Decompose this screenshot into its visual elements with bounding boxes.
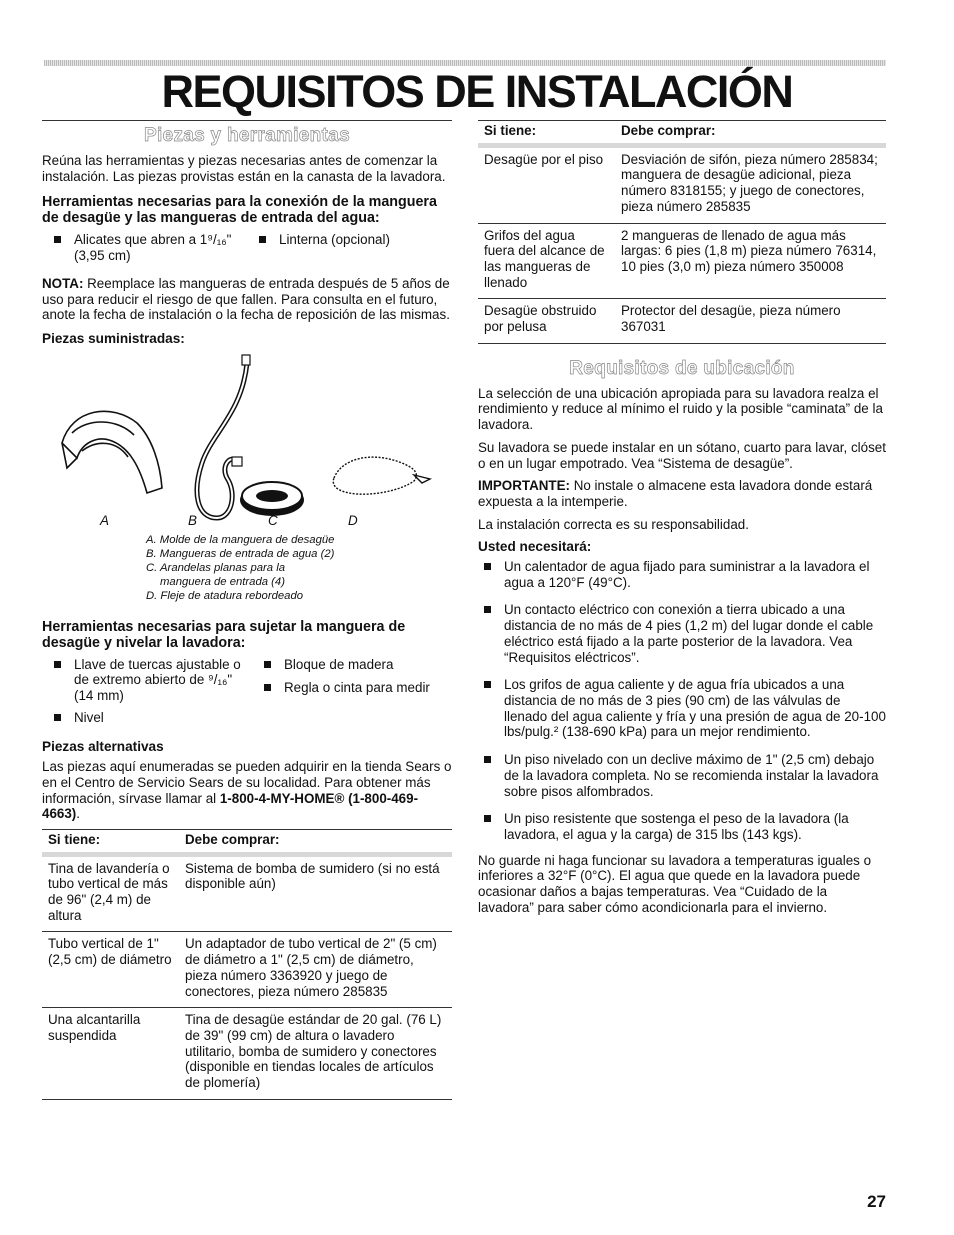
caption: A. Molde de la manguera de desagüe [146,533,335,546]
section-rule [42,120,452,121]
table-cell: Un adaptador de tubo vertical de 2" (5 cm) de diámetro a 1" (2,5 cm) de diámetro, pieza número 3363920 y juego de conectores, pieza número 285835 [179,932,452,1008]
part-letter-a: A [100,512,109,528]
tools-heading: Herramientas necesarias para la conexión de la manguera de desagüe y las mangueras de entrada del agua: [42,194,437,227]
table-header: Si tiene: [478,121,615,146]
part-letter-d: D [348,512,358,528]
caption: manguera de entrada (4) [160,575,285,588]
table-cell: Grifos del agua fuera del alcance de las mangueras de llenado [478,223,615,299]
part-letter-c: C [268,512,278,528]
table-cell: Sistema de bomba de sumidero (si no está disponible aún) [179,854,452,932]
list-item: Un calentador de agua fijado para suministrar a la lavadora el agua a 120°F (49°C). [478,559,886,590]
list-item: Los grifos de agua caliente y de agua fría ubicados a una distancia de no más de 3 pies (90 cm) de las válvulas de llenado del agua caliente y fría y una presión de agua de 20-100 lbs/pulg.² (138-690 kPa) para un mejor rendimiento. [478,677,886,740]
beaded-strap-illustration [333,457,430,494]
flat-washer-illustration [240,482,304,516]
drain-hose-form-illustration [62,411,162,493]
list-item: Llave de tuercas ajustable o de extremo abierto de ⁹/₁₆" (14 mm) [42,657,242,704]
list-item: Nivel [42,710,242,726]
table-row [478,223,886,299]
phone-number-alt: (1-800-469-4663) [42,790,419,822]
table-row [42,1008,452,1100]
paragraph: La instalación correcta es su responsabilidad. [478,516,749,532]
alt-text: Las piezas aquí enumeradas se pueden adquirir en la tienda Sears o en el Centro de Servicio Sears de su localidad. Para obtener más información, sírvase llamar al [42,759,452,806]
paragraph: Su lavadora se puede instalar en un sótano, cuarto para lavar, clóset o en un lugar empotrado. Vea “Sistema de desagüe”. [478,439,886,471]
table-cell: Tubo vertical de 1" (2,5 cm) de diámetro [42,932,179,1008]
left-column [42,120,452,1100]
table-cell: Tina de lavandería o tubo vertical de más de 96" (2,4 m) de altura [42,854,179,932]
part-letter-b: B [188,512,197,528]
important-label: IMPORTANTE: [478,478,570,494]
list-item: Un piso resistente que sostenga el peso de la lavadora (la lavadora, el agua y la carga) de 315 lbs (143 kgs). [478,811,886,842]
alternative-parts-paragraph [42,759,452,822]
note-label: NOTA: [42,275,84,291]
note-text: Reemplace las mangueras de entrada después de 5 años de uso para reducir el riesgo de que fallen. Para consulta en el futuro, anote la fecha de instalación o la fecha de reposición de las mismas. [42,275,450,323]
paragraph: La selección de una ubicación apropiada para su lavadora realza el rendimiento y reduce al mínimo el ruido y la posible “caminata” de la lavadora. [478,385,883,433]
paragraph: No guarde ni haga funcionar su lavadora a temperaturas iguales o inferiores a 32°F (0°C). El agua que quede en la lavadora puede ocasionar daños a bajas temperaturas. Vea “Cuidado de la lavadora” para saber cómo acondicionarla para el invierno. [478,852,872,915]
alternative-parts-table-continued [478,120,886,344]
table-cell: Protector del desagüe, pieza número 367031 [615,299,886,343]
phone-number: 1-800-4-MY-HOME® [219,790,345,806]
table-header: Debe comprar: [615,121,886,146]
alternative-parts-table [42,829,452,1100]
requirements-heading: Usted necesitará: [478,539,592,555]
tools2-heading: Herramientas necesarias para sujetar la manguera de desagüe y nivelar la lavadora: [42,618,406,651]
table-cell: Desviación de sifón, pieza número 285834; manguera de desagüe adicional, pieza número 8318155; y juego de conectores, pieza número 285835 [615,145,886,223]
table-row [478,145,886,223]
important-text: No instale o almacene esta lavadora donde estará expuesta a la intemperie. [478,478,873,509]
table-header: Debe comprar: [179,829,452,854]
tools2-list [42,657,452,732]
table-cell: 2 mangueras de llenado de agua más largas: 6 pies (1,8 m) pieza número 76314, 10 pies (3,0 m) pieza número 350008 [615,223,886,299]
caption: B. Mangueras de entrada de agua (2) [146,547,335,560]
caption: D. Fleje de atadura rebordeado [146,589,304,602]
intro-paragraph: Reúna las herramientas y piezas necesarias antes de comenzar la instalación. Las piezas provistas están en la canasta de la lavadora. [42,153,446,184]
table-cell: Desagüe por el piso [478,145,615,223]
page-number: 27 [867,1192,886,1211]
section-heading-parts-tools: Piezas y herramientas [144,125,350,146]
table-row [478,299,886,343]
alternative-parts-heading: Piezas alternativas [42,739,164,755]
parts-drawing [42,353,452,533]
table-cell: Una alcantarilla suspendida [42,1008,179,1100]
right-column [478,120,886,922]
list-item: Bloque de madera [252,657,452,673]
list-item: Alicates que abren a 1⁹/₁₆" (3,95 cm) [42,232,247,263]
parts-illustration [42,353,452,533]
table-row [42,854,452,932]
list-item: Un piso nivelado con un declive máximo de 1" (2,5 cm) debajo de la lavadora completa. No se recomienda instalar la lavadora sobre pisos alfombrados. [478,752,886,799]
note-paragraph [42,276,452,323]
alt-end: . [76,806,80,822]
table-cell: Tina de desagüe estándar de 20 gal. (76 L) de 39" (99 cm) de altura o lavadero utilitario, bomba de sumidero y conectores (disponible en tiendas locales de artículos de plomería) [179,1008,452,1100]
requirements-list [478,559,886,843]
important-paragraph [478,478,886,509]
caption: C. Arandelas planas para la [146,561,285,574]
section-heading-location: Requisitos de ubicación [569,357,795,379]
parts-captions [146,533,452,603]
table-row [42,932,452,1008]
supplied-parts-heading: Piezas suministradas: [42,330,185,346]
list-item: Linterna (opcional) [247,232,452,248]
table-header: Si tiene: [42,829,179,854]
list-item: Un contacto eléctrico con conexión a tierra ubicado a una distancia de no más de 4 pies (1,2 m) del lugar donde el cable eléctrico está fijado a la parte posterior de la lavadora. Vea “Requisitos eléctricos”. [478,602,886,665]
tools-list [42,232,452,269]
table-cell: Desagüe obstruido por pelusa [478,299,615,343]
list-item: Regla o cinta para medir [252,680,452,696]
page-title: REQUISITOS DE INSTALACIÓN [161,66,793,117]
